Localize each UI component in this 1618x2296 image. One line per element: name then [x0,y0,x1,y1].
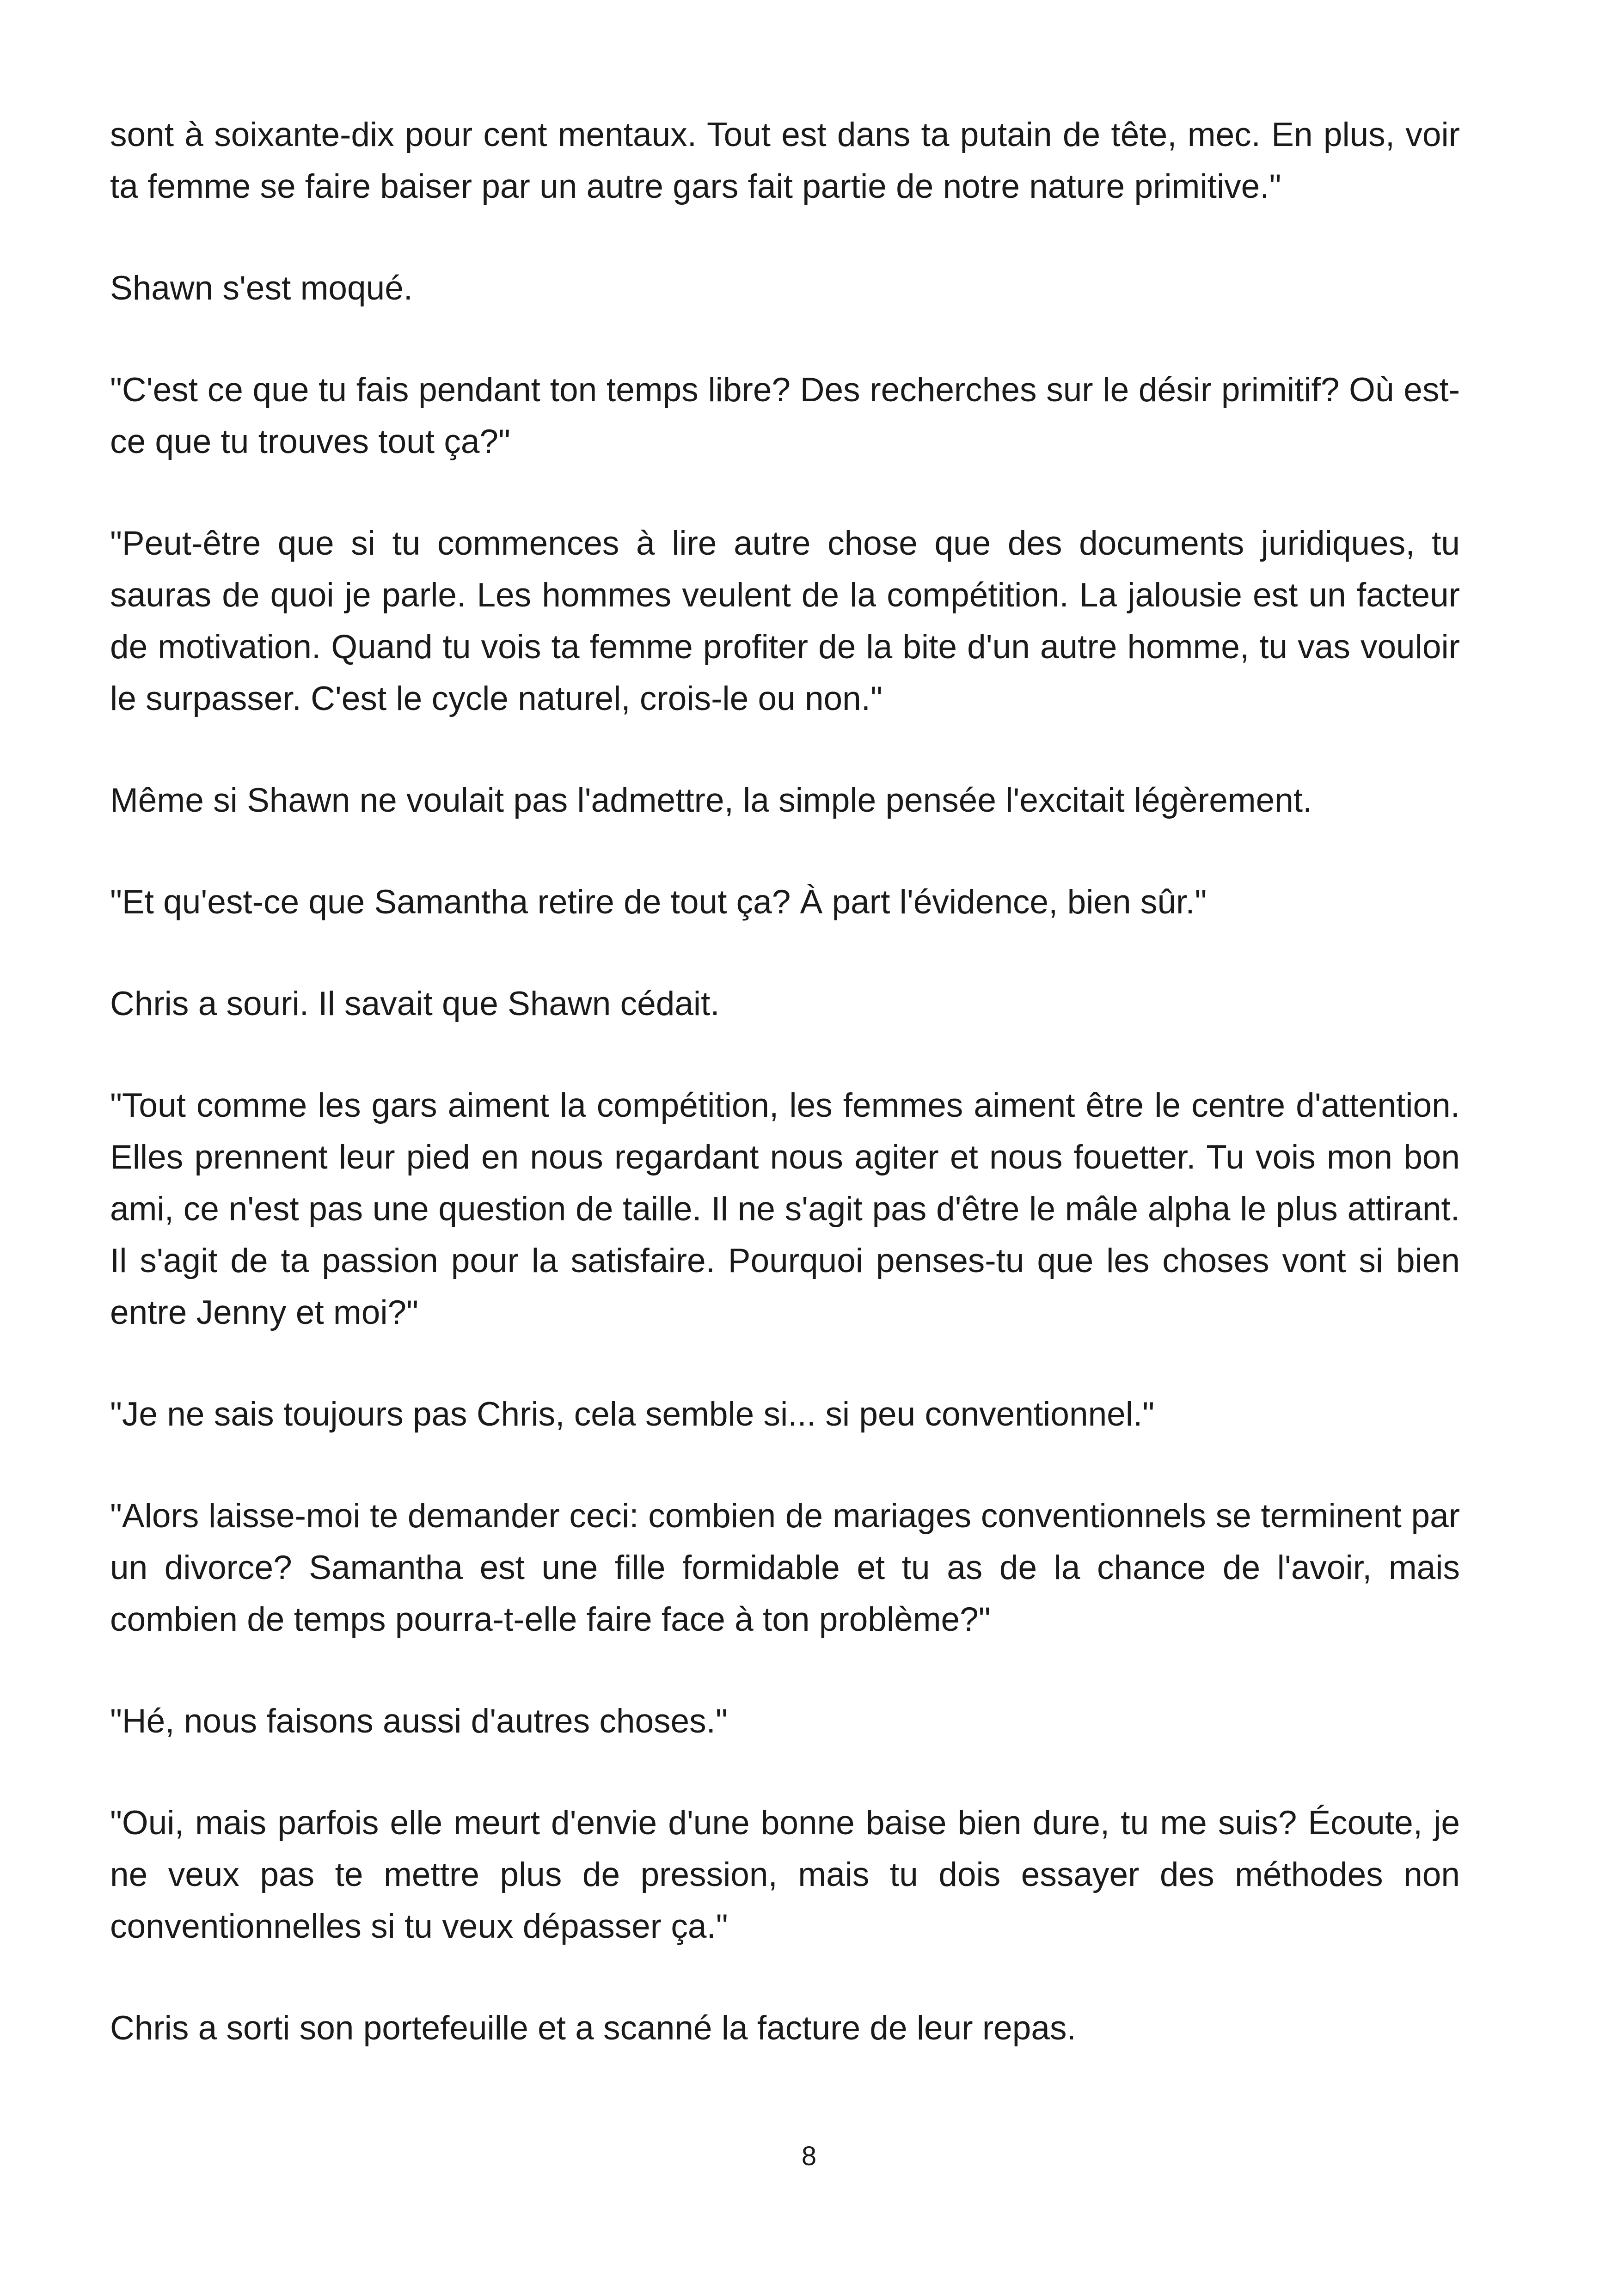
paragraph: "Oui, mais parfois elle meurt d'envie d'une bonne baise bien dure, tu me suis? Écoute, je ne veux pas te mettre plus de pression, mais tu dois essayer des méthodes non conventionnelles si tu veux dépasser ça." [110,1804,1460,1945]
paragraph: Shawn s'est moqué. [110,269,413,307]
page-number: 8 [801,2141,817,2171]
page-body [110,109,1460,2104]
paragraph: Chris a souri. Il savait que Shawn cédait. [110,985,720,1022]
paragraph: "C'est ce que tu fais pendant ton temps libre? Des recherches sur le désir primitif? Où est-ce que tu trouves tout ça?" [110,371,1460,460]
paragraph: "Peut-être que si tu commences à lire autre chose que des documents juridiques, tu sauras de quoi je parle. Les hommes veulent de la compétition. La jalousie est un facteur de motivation. Quand tu vois ta femme profiter de la bite d'un autre homme, tu vas vouloir le surpasser. C'est le cycle naturel, crois-le ou non." [110,525,1460,717]
paragraph: Même si Shawn ne voulait pas l'admettre, la simple pensée l'excitait légèrement. [110,782,1312,819]
paragraph: "Alors laisse-moi te demander ceci: combien de mariages conventionnels se terminent par un divorce? Samantha est une fille formidable et tu as de la chance de l'avoir, mais combien de temps pourra-t-elle faire face à ton problème?" [110,1497,1460,1638]
paragraph: "Et qu'est-ce que Samantha retire de tout ça? À part l'évidence, bien sûr." [110,883,1207,921]
paragraph: "Hé, nous faisons aussi d'autres choses." [110,1702,728,1740]
paragraph: "Tout comme les gars aiment la compétition, les femmes aiment être le centre d'attention. Elles prennent leur pied en nous regardant nous agiter et nous fouetter. Tu vois mon bon ami, ce n'est pas une question de taille. Il ne s'agit pas d'être le mâle alpha le plus attirant. Il s'agit de ta passion pour la satisfaire. Pourquoi penses-tu que les choses vont si bien entre Jenny et moi?" [110,1087,1460,1331]
paragraph: Chris a sorti son portefeuille et a scanné la facture de leur repas. [110,2009,1076,2047]
paragraph: sont à soixante-dix pour cent mentaux. Tout est dans ta putain de tête, mec. En plus, voir ta femme se faire baiser par un autre gars fait partie de notre nature primitive." [110,116,1460,205]
paragraph: "Je ne sais toujours pas Chris, cela semble si... si peu conventionnel." [110,1396,1155,1433]
